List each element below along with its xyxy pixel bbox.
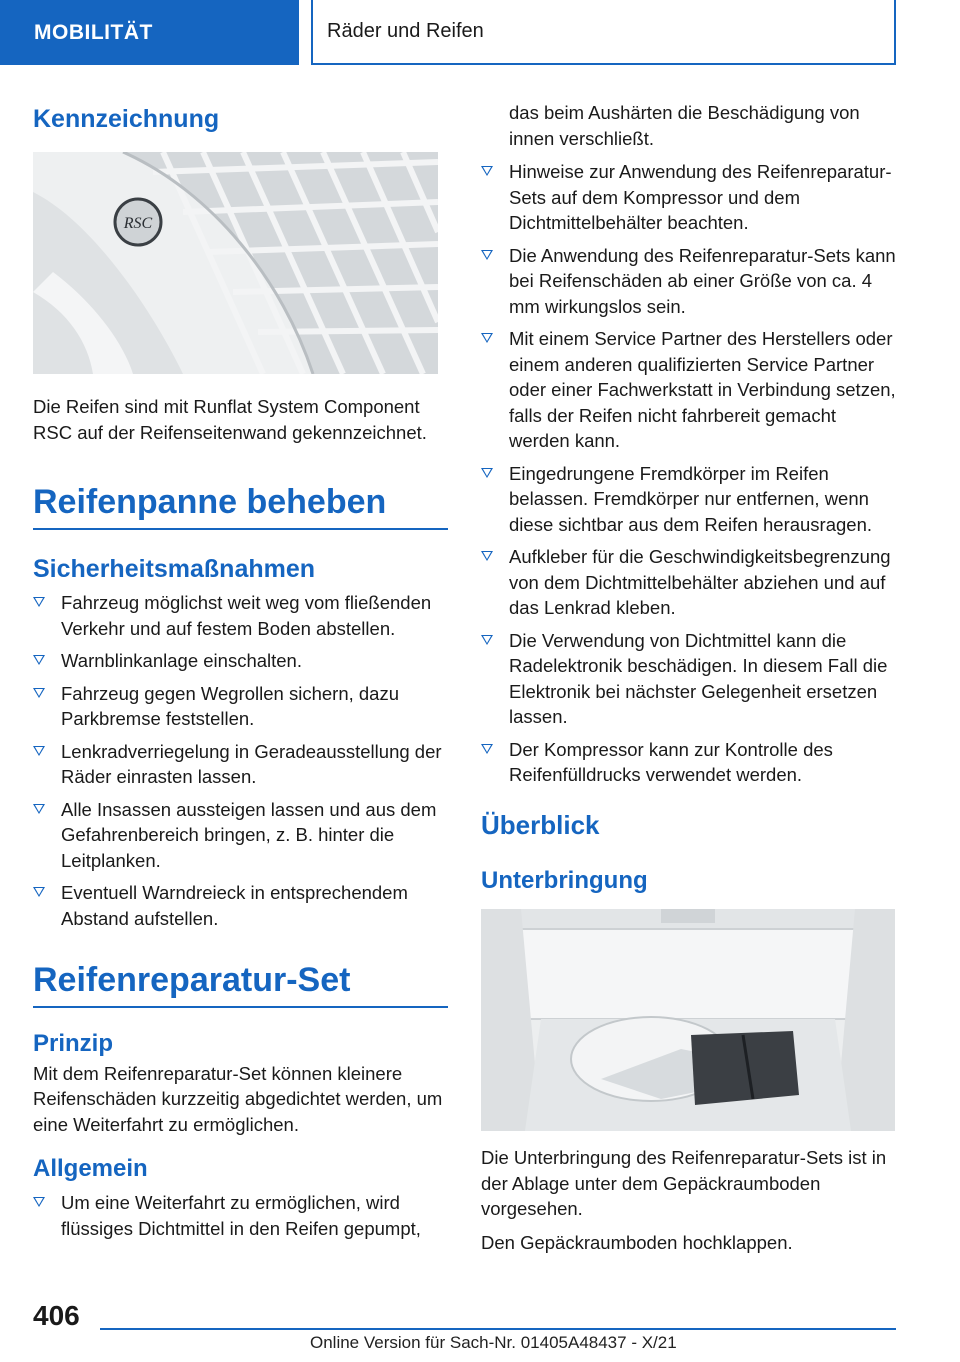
triangle-bullet-icon xyxy=(33,1197,45,1207)
triangle-bullet-icon xyxy=(33,597,45,607)
online-version-text: Online Version für Sach-Nr. 01405A48437 - X/21 xyxy=(310,1333,677,1352)
allgemein-heading: Allgemein xyxy=(33,1155,148,1183)
triangle-bullet-icon xyxy=(481,468,493,478)
allgemein-list-cont xyxy=(481,100,896,788)
left-column xyxy=(33,100,448,1248)
list-item: Die Verwendung von Dichtmittel kann die Radelektronik beschädigen. In diesem Fall die Elektronik bei nächster Gelegenheit ersetzen lassen. xyxy=(481,628,896,730)
section-tab xyxy=(0,0,299,65)
triangle-bullet-icon xyxy=(481,551,493,561)
kennzeichnung-text: Die Reifen sind mit Runflat System Component RSC auf der Reifenseitenwand gekennzeichnet. xyxy=(33,396,427,443)
triangle-bullet-icon xyxy=(33,688,45,698)
page-number: 406 xyxy=(33,1300,80,1331)
tire-image xyxy=(33,152,438,374)
list-item: Eventuell Warndreieck in entsprechendem Abstand aufstellen. xyxy=(33,880,448,931)
triangle-bullet-icon xyxy=(481,744,493,754)
triangle-bullet-icon xyxy=(33,804,45,814)
trunk-image xyxy=(481,909,895,1131)
list-item: Fahrzeug möglichst weit weg vom fließenden Verkehr und auf festem Boden abstellen. xyxy=(33,590,448,641)
chapter-title: Räder und Reifen xyxy=(327,20,484,42)
rsc-marking: RSC xyxy=(123,215,153,232)
section-title: MOBILITÄT xyxy=(34,20,153,44)
unterbringung-text: Die Unterbringung des Reifenreparatur-Sets ist in der Ablage unter dem Gepäckraumboden vorgesehen. xyxy=(481,1147,887,1220)
triangle-bullet-icon xyxy=(481,250,493,260)
footer-divider xyxy=(100,1328,896,1330)
list-item: Eingedrungene Fremdkörper im Reifen belassen. Fremdkörper nur entfernen, wenn diese sichtbar aus dem Reifen herausragen. xyxy=(481,461,896,538)
kennzeichnung-heading: Kennzeichnung xyxy=(33,105,220,133)
list-item: Aufkleber für die Geschwindigkeitsbegrenzung von dem Dichtmittelbehälter abziehen und auf das Lenkrad kleben. xyxy=(481,544,896,621)
sicherheit-list xyxy=(33,590,448,931)
list-item: Der Kompressor kann zur Kontrolle des Reifenfülldrucks verwendet werden. xyxy=(481,737,896,788)
prinzip-text: Mit dem Reifenreparatur-Set können kleinere Reifenschäden kurzzeitig abgedichtet werden, um eine Weiterfahrt zu ermöglichen. xyxy=(33,1062,443,1135)
list-item: Um eine Weiterfahrt zu ermöglichen, wird flüssiges Dichtmittel in den Reifen gepumpt, xyxy=(33,1190,448,1241)
triangle-bullet-icon xyxy=(33,746,45,756)
right-column xyxy=(481,100,896,1255)
hochklappen-text: Den Gepäckraumboden hochklappen. xyxy=(481,1231,793,1253)
reifenpanne-heading: Reifenpanne beheben xyxy=(33,483,448,530)
ueberblick-heading: Überblick xyxy=(481,809,600,840)
triangle-bullet-icon xyxy=(33,655,45,665)
allgemein-list-start xyxy=(33,1190,448,1241)
triangle-bullet-icon xyxy=(481,333,493,343)
triangle-bullet-icon xyxy=(33,887,45,897)
triangle-bullet-icon xyxy=(481,635,493,645)
unterbringung-heading: Unterbringung xyxy=(481,866,648,894)
list-item: Fahrzeug gegen Wegrollen sichern, dazu Parkbremse feststellen. xyxy=(33,681,448,732)
list-item-continued: das beim Aushärten die Beschädigung von innen verschließt. xyxy=(509,102,860,149)
list-item: Lenkradverriegelung in Geradeausstellung der Räder einrasten lassen. xyxy=(33,739,448,790)
list-item: Mit einem Service Partner des Herstellers oder einem anderen qualifizierten Service Partner oder einer Fachwerkstatt in Verbindung setzen, falls der Reifen nicht fahrbereit gemacht werden kann. xyxy=(481,326,896,454)
list-item: Warnblinkanlage einschalten. xyxy=(33,648,448,674)
reparatur-set-heading: Reifenreparatur-Set xyxy=(33,961,448,1008)
chapter-tab xyxy=(311,0,896,65)
triangle-bullet-icon xyxy=(481,166,493,176)
sicherheit-heading: Sicherheitsmaßnahmen xyxy=(33,555,316,584)
list-item: Hinweise zur Anwendung des Reifenreparatur-Sets auf dem Kompressor und dem Dichtmittelbehälter beachten. xyxy=(481,159,896,236)
list-item: Alle Insassen aussteigen lassen und aus dem Gefahrenbereich bringen, z. B. hinter die Leitplanken. xyxy=(33,797,448,874)
prinzip-heading: Prinzip xyxy=(33,1030,114,1058)
list-item: Die Anwendung des Reifenreparatur-Sets kann bei Reifenschäden ab einer Größe von ca. 4 mm wirkungslos sein. xyxy=(481,243,896,320)
